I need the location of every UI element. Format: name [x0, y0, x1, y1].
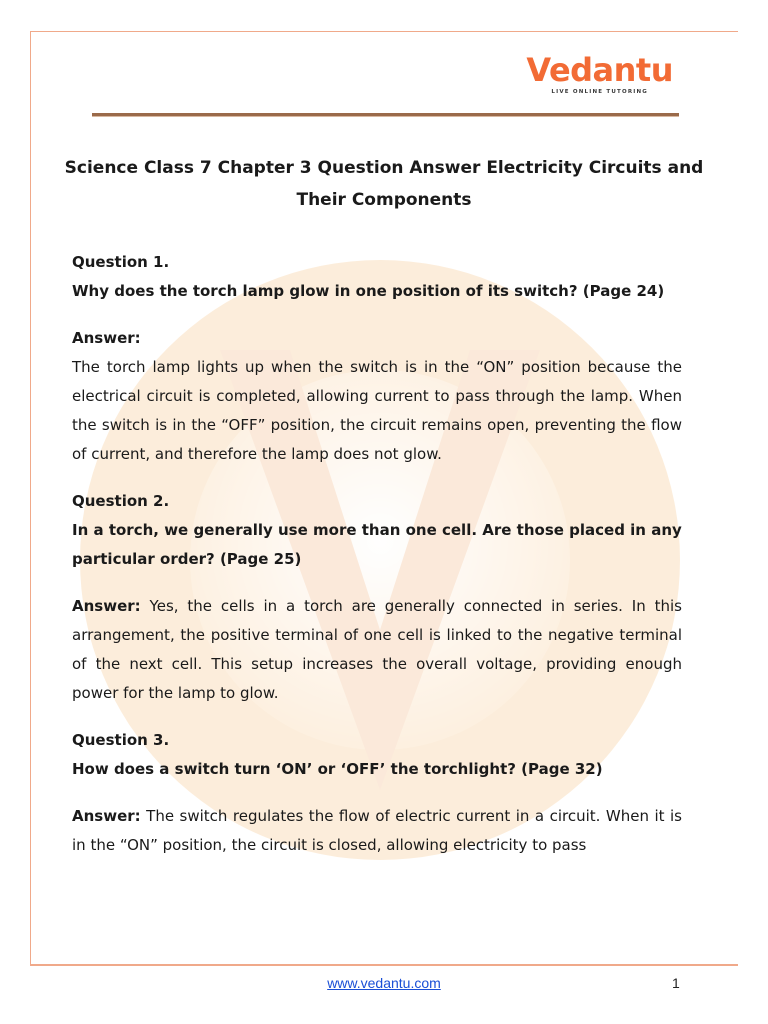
qa-content — [72, 248, 682, 878]
answer-label: Answer: — [72, 329, 141, 347]
question-label: Question 1. — [72, 253, 170, 271]
answer-text: The torch lamp lights up when the switch is in the “ON” position because the electrical circuit is completed, allowing current to pass through the lamp. When the switch is in the “OFF” position, the circuit remains open, preventing the flow of current, and therefore the lamp does not glow. — [72, 358, 682, 463]
page-number: 1 — [672, 975, 680, 991]
footer-website-link[interactable]: www.vedantu.com — [327, 975, 441, 991]
question-text: Why does the torch lamp glow in one position of its switch? (Page 24) — [72, 282, 665, 300]
logo-wordmark: Vedantu — [526, 51, 673, 89]
question-text: In a torch, we generally use more than one cell. Are those placed in any particular order? (Page 25) — [72, 521, 682, 568]
question-label: Question 3. — [72, 731, 170, 749]
qa-item-3 — [72, 726, 682, 860]
answer-label: Answer: — [72, 597, 141, 615]
qa-item-2 — [72, 487, 682, 708]
answer-text: The switch regulates the flow of electric current in a circuit. When it is in the “ON” position, the circuit is closed, allowing electricity to pass — [72, 807, 682, 854]
answer-label: Answer: — [72, 807, 141, 825]
page-title: Science Class 7 Chapter 3 Question Answer Electricity Circuits and Their Components — [64, 158, 704, 210]
qa-item-1 — [72, 248, 682, 469]
vedantu-logo — [526, 52, 673, 95]
answer-paragraph — [72, 802, 682, 860]
footer-divider — [30, 964, 738, 966]
question-text: How does a switch turn ‘ON’ or ‘OFF’ the torchlight? (Page 32) — [72, 760, 603, 778]
answer-paragraph — [72, 592, 682, 708]
logo-tagline: LIVE ONLINE TUTORING — [551, 89, 649, 95]
answer-text: Yes, the cells in a torch are generally connected in series. In this arrangement, the positive terminal of one cell is linked to the negative terminal of the next cell. This setup increases the overall voltage, providing enough power for the lamp to glow. — [72, 597, 682, 702]
question-label: Question 2. — [72, 492, 170, 510]
header-divider — [92, 113, 679, 117]
